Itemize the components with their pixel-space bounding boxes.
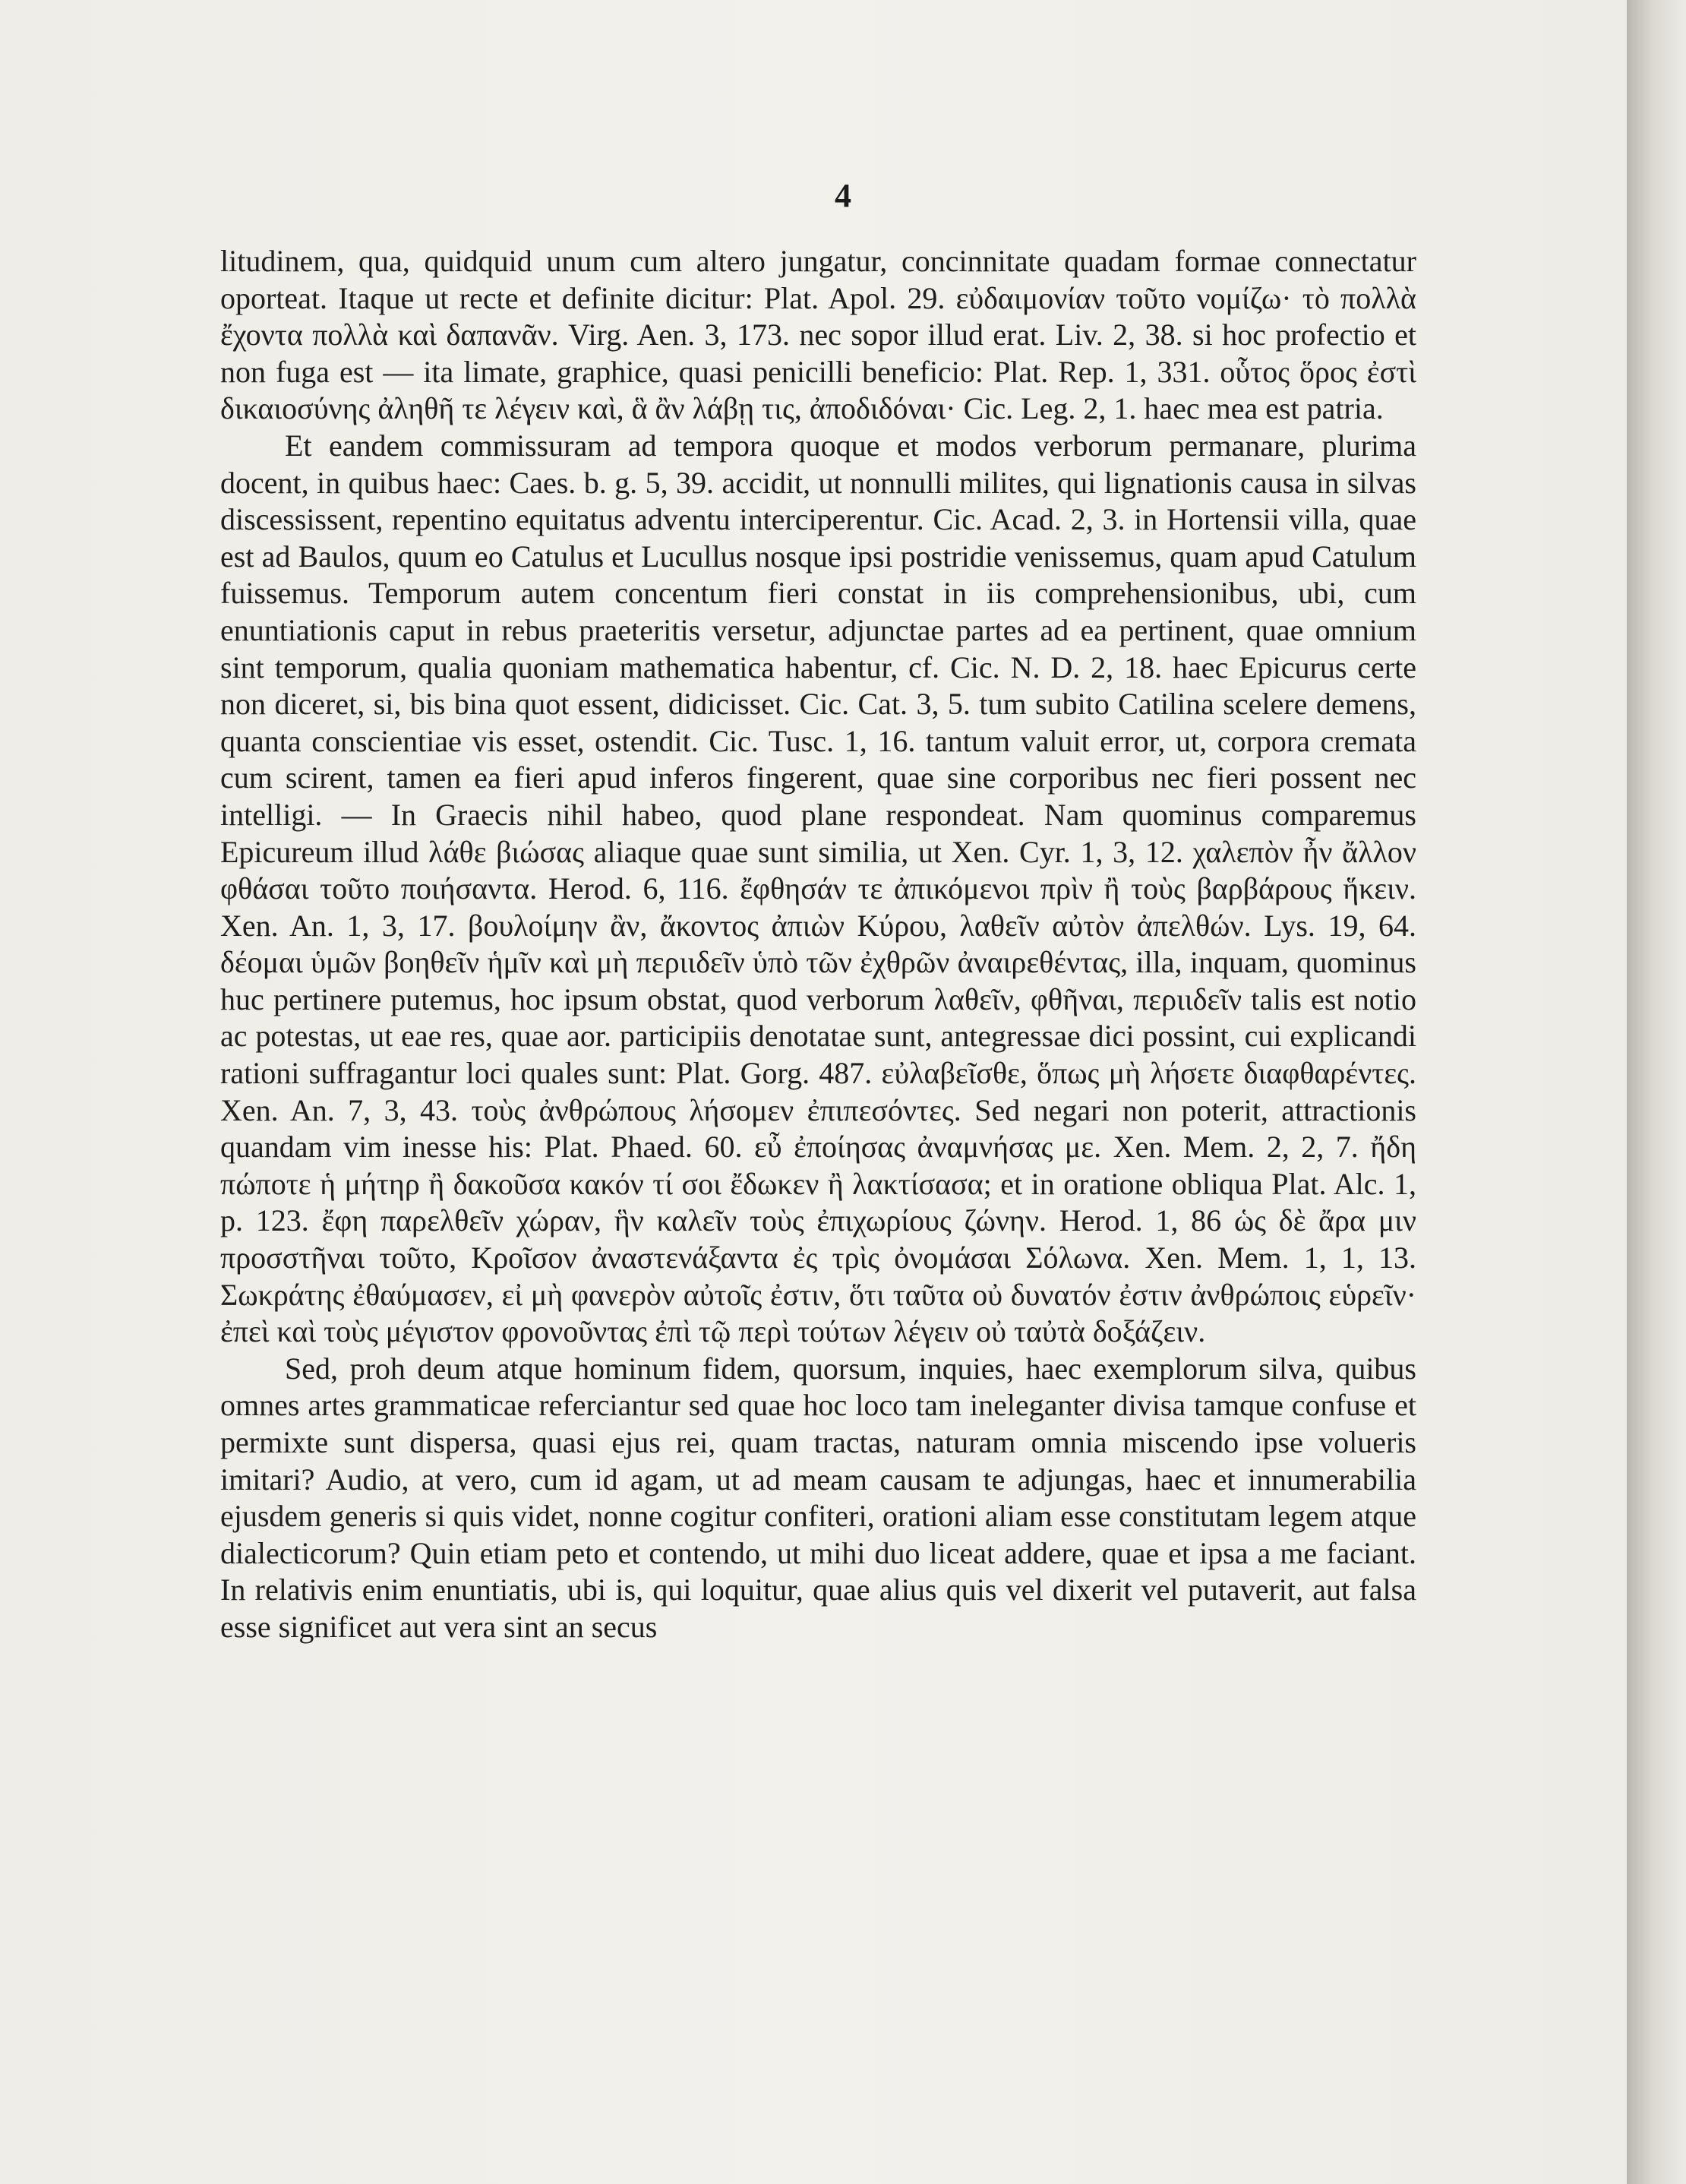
page-binding-edge [1627, 0, 1686, 2184]
body-text [220, 243, 1416, 1646]
paragraph-2: Et eandem commissuram ad tempora quoque et modos verborum permanare, plurima docent, in quibus haec: Caes. b. g. 5, 39. accidit, ut nonnulli milites, qui lignationis causa in silvas discessissent, repentino equitatus adventu interciperentur. Cic. Acad. 2, 3. in Hortensii villa, quae est ad Baulos, quum eo Catulus et Lucullus nosque ipsi postridie venissemus, quam apud Catulum fuissemus. Temporum autem concentum fieri constat in iis comprehensionibus, ubi, cum enuntiationis caput in rebus praeteritis versetur, adjunctae partes ad ea pertinent, quae omnium sint temporum, qualia quoniam mathematica habentur, cf. Cic. N. D. 2, 18. haec Epicurus certe non diceret, si, bis bina quot essent, didicisset. Cic. Cat. 3, 5. tum subito Catilina scelere demens, quanta conscientiae vis esset, ostendit. Cic. Tusc. 1, 16. tantum valuit error, ut, corpora cremata cum scirent, tamen ea fieri apud inferos fingerent, quae sine corporibus nec fieri possent nec intelligi. — In Graecis nihil habeo, quod plane respondeat. Nam quominus comparemus Epicureum illud λάθε βιώσας aliaque quae sunt similia, ut Xen. Cyr. 1, 3, 12. χαλεπὸν ἦν ἄλλον φθάσαι τοῦτο ποιήσαντα. Herod. 6, 116. ἔφθησάν τε ἀπικόμενοι πρὶν ἢ τοὺς βαρβάρους ἥκειν. Xen. An. 1, 3, 17. βουλοίμην ἂν, ἄκοντος ἀπιὼν Κύρου, λαθεῖν αὐτὸν ἀπελθών. Lys. 19, 64. δέομαι ὑμῶν βοηθεῖν ἡμῖν καὶ μὴ περιιδεῖν ὑπὸ τῶν ἐχθρῶν ἀναιρεθέντας, illa, inquam, quominus huc pertinere putemus, hoc ipsum obstat, quod verborum λαθεῖν, φθῆναι, περιιδεῖν talis est notio ac potestas, ut eae res, quae aor. participiis denotatae sunt, antegressae dici possint, cui explicandi rationi suffragantur loci quales sunt: Plat. Gorg. 487. εὐλαβεῖσθε, ὅπως μὴ λήσετε διαφθαρέντες. Xen. An. 7, 3, 43. τοὺς ἀνθρώπους λήσομεν ἐπιπεσόντες. Sed negari non poterit, attractionis quandam vim inesse his: Plat. Phaed. 60. εὖ ἐποίησας ἀναμνήσας με. Xen. Mem. 2, 2, 7. ἤδη πώποτε ἡ μήτηρ ἢ δακοῦσα κακόν τί σοι ἔδωκεν ἢ λακτίσασα; et in oratione obliqua Plat. Alc. 1, p. 123. ἔφη παρελθεῖν χώραν, ἣν καλεῖν τοὺς ἐπιχωρίους ζώνην. Herod. 1, 86 ὡς δὲ ἄρα μιν προσστῆναι τοῦτο, Κροῖσον ἀναστενάξαντα ἐς τρὶς ὀνομάσαι Σόλωνα. Xen. Mem. 1, 1, 13. Σωκράτης ἐθαύμασεν, εἰ μὴ φανερὸν αὐτοῖς ἐστιν, ὅτι ταῦτα οὐ δυνατόν ἐστιν ἀνθρώποις εὑρεῖν· ἐπεὶ καὶ τοὺς μέγιστον φρονοῦντας ἐπὶ τῷ περὶ τούτων λέγειν οὐ ταὐτὰ δοξάζειν. [220, 428, 1416, 1349]
paragraph-3: Sed, proh deum atque hominum fidem, quorsum, inquies, haec exemplorum silva, quibus omnes artes grammaticae referciantur sed quae hoc loco tam ineleganter divisa tamque confuse et permixte sunt dispersa, quasi ejus rei, quam tractas, naturam omnia miscendo ipse volueris imitari? Audio, at vero, cum id agam, ut ad meam causam te adjungas, haec et innumerabilia ejusdem generis si quis videt, nonne cogitur confiteri, orationi aliam esse constitutam legem atque dialecticorum? Quin etiam peto et contendo, ut mihi duo liceat addere, quae et ipsa a me faciant. In relativis enim enuntiatis, ubi is, qui loquitur, quae alius quis vel dixerit vel putaverit, aut falsa esse significet aut vera sint an secus [220, 1351, 1416, 1644]
paragraph-1: litudinem, qua, quidquid unum cum altero jungatur, concinnitate quadam formae connectatur oporteat. Itaque ut recte et definite dicitur: Plat. Apol. 29. εὐδαιμονίαν τοῦτο νομίζω· τὸ πολλὰ ἔχοντα πολλὰ καὶ δαπανᾶν. Virg. Aen. 3, 173. nec sopor illud erat. Liv. 2, 38. si hoc profectio et non fuga est — ita limate, graphice, quasi penicilli beneficio: Plat. Rep. 1, 331. οὗτος ὅρος ἐστὶ δικαιοσύνης ἀληθῆ τε λέγειν καὶ, ἃ ἂν λάβῃ τις, ἀποδιδόναι· Cic. Leg. 2, 1. haec mea est patria. [220, 244, 1416, 426]
page-number: 4 [835, 177, 851, 214]
